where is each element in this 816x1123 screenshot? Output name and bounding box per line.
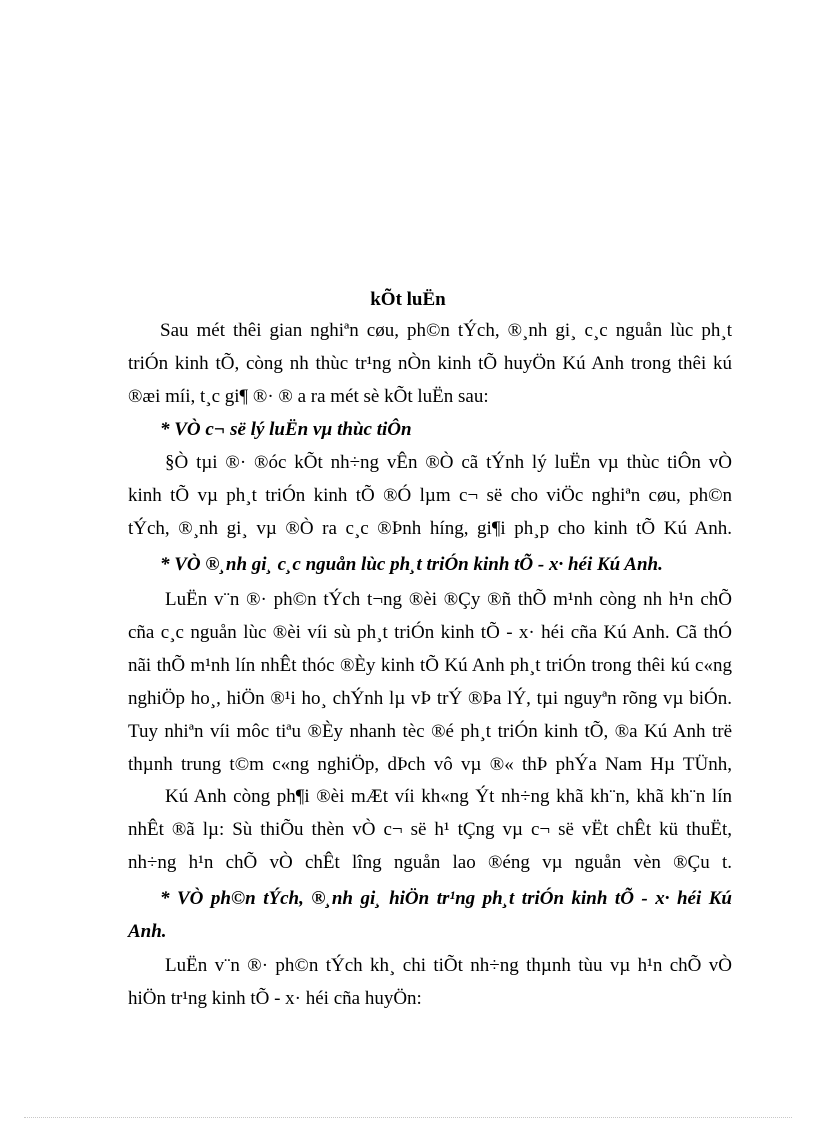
text-line: thµnh trung t©m c«ng nghiÖp, dÞch vô vµ ®« thÞ phÝa Nam Hµ TÜnh,	[128, 754, 732, 775]
text-line: §Ò tµi ®· ®óc kÕt nh÷ng vÊn ®Ò cã tÝnh lý luËn vµ thùc tiÔn vÒ	[165, 452, 732, 473]
text-line: Kú Anh còng ph¶i ®èi mÆt víi kh«ng Ýt nh÷ng khã kh¨n, khã kh¨n lín	[165, 786, 732, 807]
text-line: nãi thÕ m¹nh lín nhÊt thóc ®Èy kinh tÕ Kú Anh ph¸t triÓn trong thêi kú c«ng	[128, 655, 732, 676]
text-line: tÝch, ®¸nh gi¸ vµ ®Ò ra c¸c ®Þnh híng, gi¶i ph¸p cho kinh tÕ Kú Anh.	[128, 518, 732, 539]
text-line: LuËn v¨n ®· ph©n tÝch t¬ng ®èi ®Çy ®ñ thÕ m¹nh còng nh h¹n chÕ	[165, 589, 732, 610]
text-line: cña c¸c nguån lùc ®èi víi sù ph¸t triÓn kinh tÕ - x· héi cña Kú Anh. Cã thÓ	[128, 622, 732, 643]
section-heading: * VÒ ®¸nh gi¸ c¸c nguån lùc ph¸t triÓn kinh tÕ - x· héi Kú Anh.	[160, 554, 663, 575]
text-line: kinh tÕ vµ ph¸t triÓn kinh tÕ ®Ó lµm c¬ së cho viÖc nghiªn cøu, ph©n	[128, 485, 732, 506]
page-bottom-rule	[24, 1117, 792, 1118]
text-line: nghiÖp ho¸, hiÖn ®¹i ho¸ chÝnh lµ vÞ trÝ ®Þa lÝ, tµi nguyªn rõng vµ biÓn.	[128, 688, 732, 709]
section-heading: * VÒ ph©n tÝch, ®¸nh gi¸ hiÖn tr¹ng ph¸t triÓn kinh tÕ - x· héi Kú	[160, 888, 732, 909]
text-line: Sau mét thêi gian nghiªn cøu, ph©n tÝch, ®¸nh gi¸ c¸c nguån lùc ph¸t	[160, 320, 732, 341]
text-line: LuËn v¨n ®· ph©n tÝch kh¸ chi tiÕt nh÷ng thµnh tùu vµ h¹n chÕ vÒ	[165, 955, 732, 976]
text-line: nhÊt ®ã lµ: Sù thiÕu thèn vÒ c¬ së h¹ tÇng vµ c¬ së vËt chÊt kü thuËt,	[128, 819, 732, 840]
text-line: triÓn kinh tÕ, còng nh thùc tr¹ng nÒn kinh tÕ huyÖn Kú Anh trong thêi kú	[128, 353, 732, 374]
text-line: ®æi míi, t¸c gi¶ ®· ® a ra mét sè kÕt luËn sau:	[128, 386, 489, 407]
section-heading: * VÒ c¬ së lý luËn vµ thùc tiÔn	[160, 419, 412, 440]
section-heading: Anh.	[128, 921, 167, 942]
document-title: kÕt luËn	[370, 289, 446, 310]
text-line: Tuy nhiªn víi môc tiªu ®Èy nhanh tèc ®é ph¸t triÓn kinh tÕ, ®a Kú Anh trë	[128, 721, 732, 742]
text-line: nh÷ng h¹n chÕ vÒ chÊt lîng nguån lao ®éng vµ nguån vèn ®Çu t.	[128, 852, 732, 873]
text-line: hiÖn tr¹ng kinh tÕ - x· héi cña huyÖn:	[128, 988, 422, 1009]
